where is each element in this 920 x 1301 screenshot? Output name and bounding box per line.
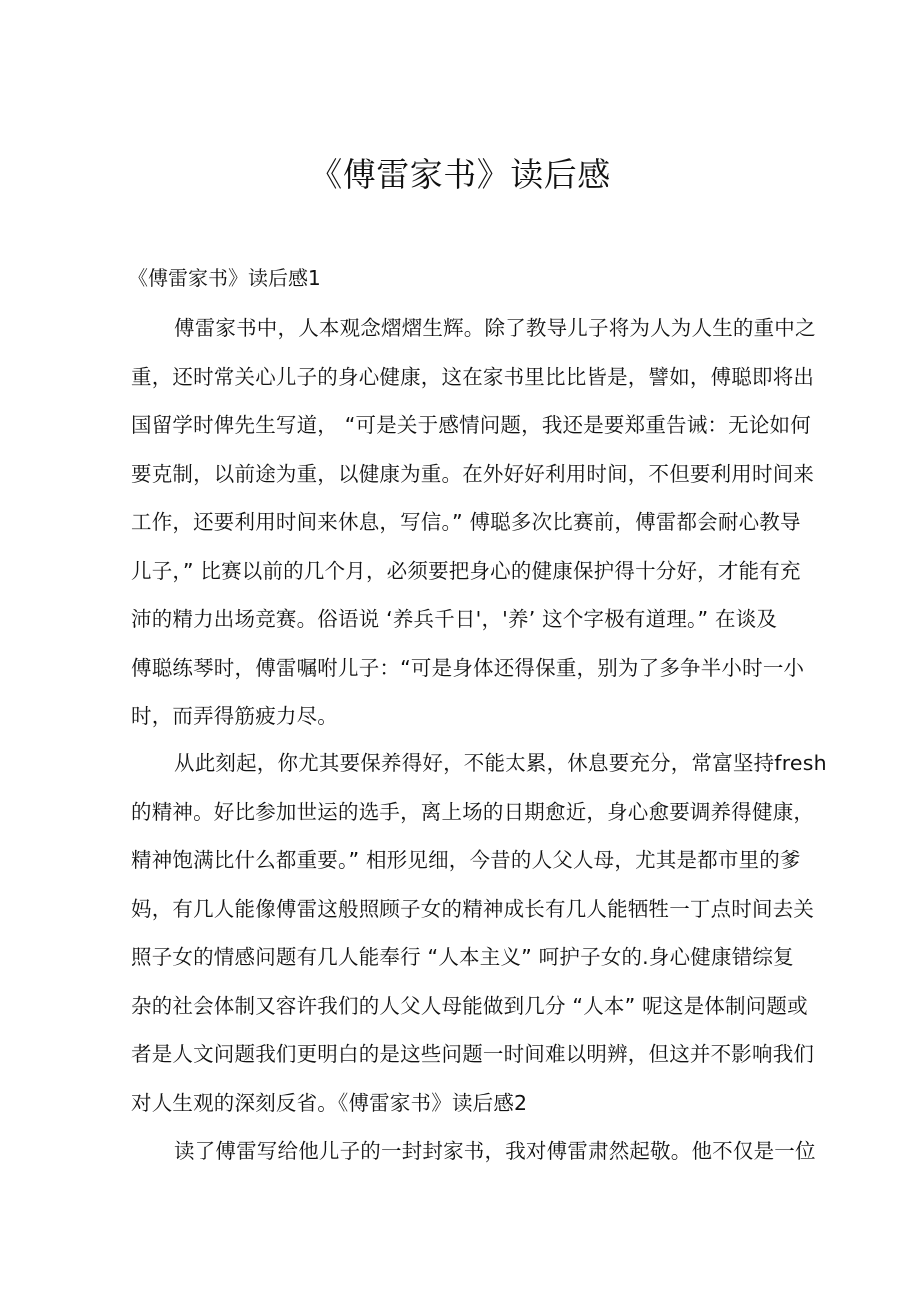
paragraph-line: 时，而弄得筋疲力尽。 [131, 704, 338, 728]
paragraph-3 [131, 1127, 816, 1176]
paragraph-line: 妈，有几人能像傅雷这般照顾子女的精神成长有几人能牺牲一丁点时间去关 [131, 896, 815, 921]
paragraph-line: 儿子，” 比赛以前的几个月，必须要把身心的健康保护得十分好，才能有充 [131, 558, 801, 583]
paragraph-line: 者是人文问题我们更明白的是这些问题一时间难以明辨，但这并不影响我们 [131, 1042, 815, 1066]
paragraph-line: 对人生观的深刻反省。《傅雷家书》读后感2 [131, 1090, 528, 1115]
paragraph-line: 要克制，以前途为重，以健康为重。在外好好利用时间，不但要利用时间来 [131, 461, 815, 486]
paragraph-line: 傅雷家书中，人本观念熠熠生辉。除了教导儿子将为人为人生的重中之 [174, 316, 816, 340]
paragraph-line: 的精神。好比参加世运的选手，离上场的日期愈近，身心愈要调养得健康， [131, 799, 815, 824]
paragraph-2 [131, 739, 827, 1127]
paragraph-line: 精神饱满比什么都重要。” 相形见细，今昔的人父人母，尤其是都市里的爹 [131, 848, 801, 872]
paragraph-line: 重，还时常关心儿子的身心健康，这在家书里比比皆是，譬如，傅聪即将出 [131, 364, 815, 389]
paragraph-line: 从此刻起，你尤其要保养得好，不能太累，休息要充分，常富坚持fresh [174, 751, 827, 775]
document-title: 《傅雷家书》读后感 [309, 155, 611, 194]
paragraph-line: 杂的社会体制又容许我们的人父人母能做到几分 “人本” 呢这是体制问题或 [131, 993, 808, 1018]
paragraph-line: 照子女的情感问题有几人能奉行 “人本主义” 呵护子女的.身心健康错综复 [131, 945, 794, 969]
paragraph-line: 傅聪练琴时，傅雷嘱咐儿子：“可是身体还得保重，别为了多争半小时一小 [131, 655, 805, 680]
paragraph-line: 国留学时俾先生写道， “可是关于感情问题，我还是要郑重告诫：无论如何 [131, 413, 811, 437]
paragraph-line: 读了傅雷写给他儿子的一封封家书，我对傅雷肃然起敬。他不仅是一位 [174, 1139, 816, 1163]
section-heading: 《傅雷家书》读后感1 [128, 266, 321, 290]
paragraph-line: 工作，还要利用时间来休息，写信。” 傅聪多次比赛前，傅雷都会耐心教导 [131, 510, 801, 534]
paragraph-1 [131, 304, 816, 741]
paragraph-line: 沛的精力出场竞赛。俗语说 ‘养兵千日'，'养’ 这个字极有道理。” 在谈及 [131, 607, 778, 631]
